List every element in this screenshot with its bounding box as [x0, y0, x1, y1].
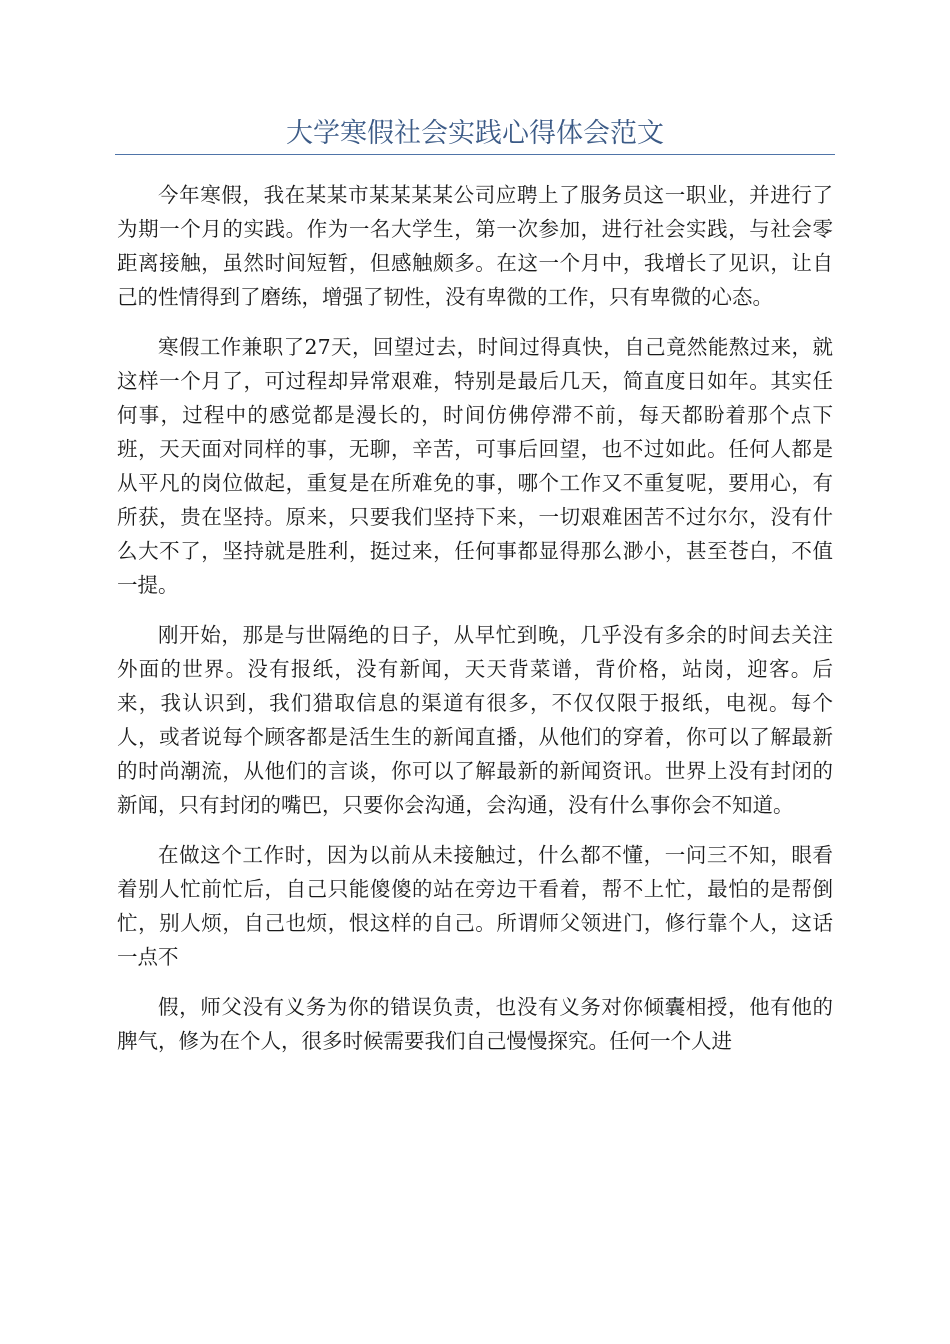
paragraph-4: 在做这个工作时，因为以前从未接触过，什么都不懂，一问三不知，眼看着别人忙前忙后，自己只能傻傻的站在旁边干看着，帮不上忙，最怕的是帮倒忙，别人烦，自己也烦，恨这样的自己。所谓师父领进门，修行靠个人，这话一点不 [117, 843, 833, 969]
document-title: 大学寒假社会实践心得体会范文 [286, 118, 664, 149]
title-underline [115, 154, 835, 155]
paragraph-3: 刚开始，那是与世隔绝的日子，从早忙到晚，几乎没有多余的时间去关注外面的世界。没有报纸，没有新闻，天天背菜谱，背价格，站岗，迎客。后来，我认识到，我们猎取信息的渠道有很多，不仅仅限于报纸，电视。每个人，或者说每个顾客都是活生生的新闻直播，从他们的穿着，你可以了解最新的时尚潮流，从他们的言谈，你可以了解最新的新闻资讯。世界上没有封闭的新闻，只有封闭的嘴巴，只要你会沟通，会沟通，没有什么事你会不知道。 [117, 623, 833, 817]
document-body [117, 178, 833, 1074]
paragraph-2: 寒假工作兼职了27天，回望过去，时间过得真快，自己竟然能熬过来，就这样一个月了，可过程却异常艰难，特别是最后几天，简直度日如年。其实任何事，过程中的感觉都是漫长的，时间仿佛停滞不前，每天都盼着那个点下班，天天面对同样的事，无聊，辛苦，可事后回望，也不过如此。任何人都是从平凡的岗位做起，重复是在所难免的事，哪个工作又不重复呢，要用心，有所获，贵在坚持。原来，只要我们坚持下来，一切艰难困苦不过尔尔，没有什么大不了，坚持就是胜利，挺过来，任何事都显得那么渺小，甚至苍白，不值一提。 [117, 335, 833, 597]
paragraph-5: 假，师父没有义务为你的错误负责，也没有义务对你倾囊相授，他有他的脾气，修为在个人，很多时候需要我们自己慢慢探究。任何一个人进 [117, 995, 833, 1053]
paragraph-1: 今年寒假，我在某某市某某某某公司应聘上了服务员这一职业，并进行了为期一个月的实践。作为一名大学生，第一次参加，进行社会实践，与社会零距离接触，虽然时间短暂，但感触颇多。在这一个月中，我增长了见识，让自己的性情得到了磨练，增强了韧性，没有卑微的工作，只有卑微的心态。 [117, 183, 833, 309]
